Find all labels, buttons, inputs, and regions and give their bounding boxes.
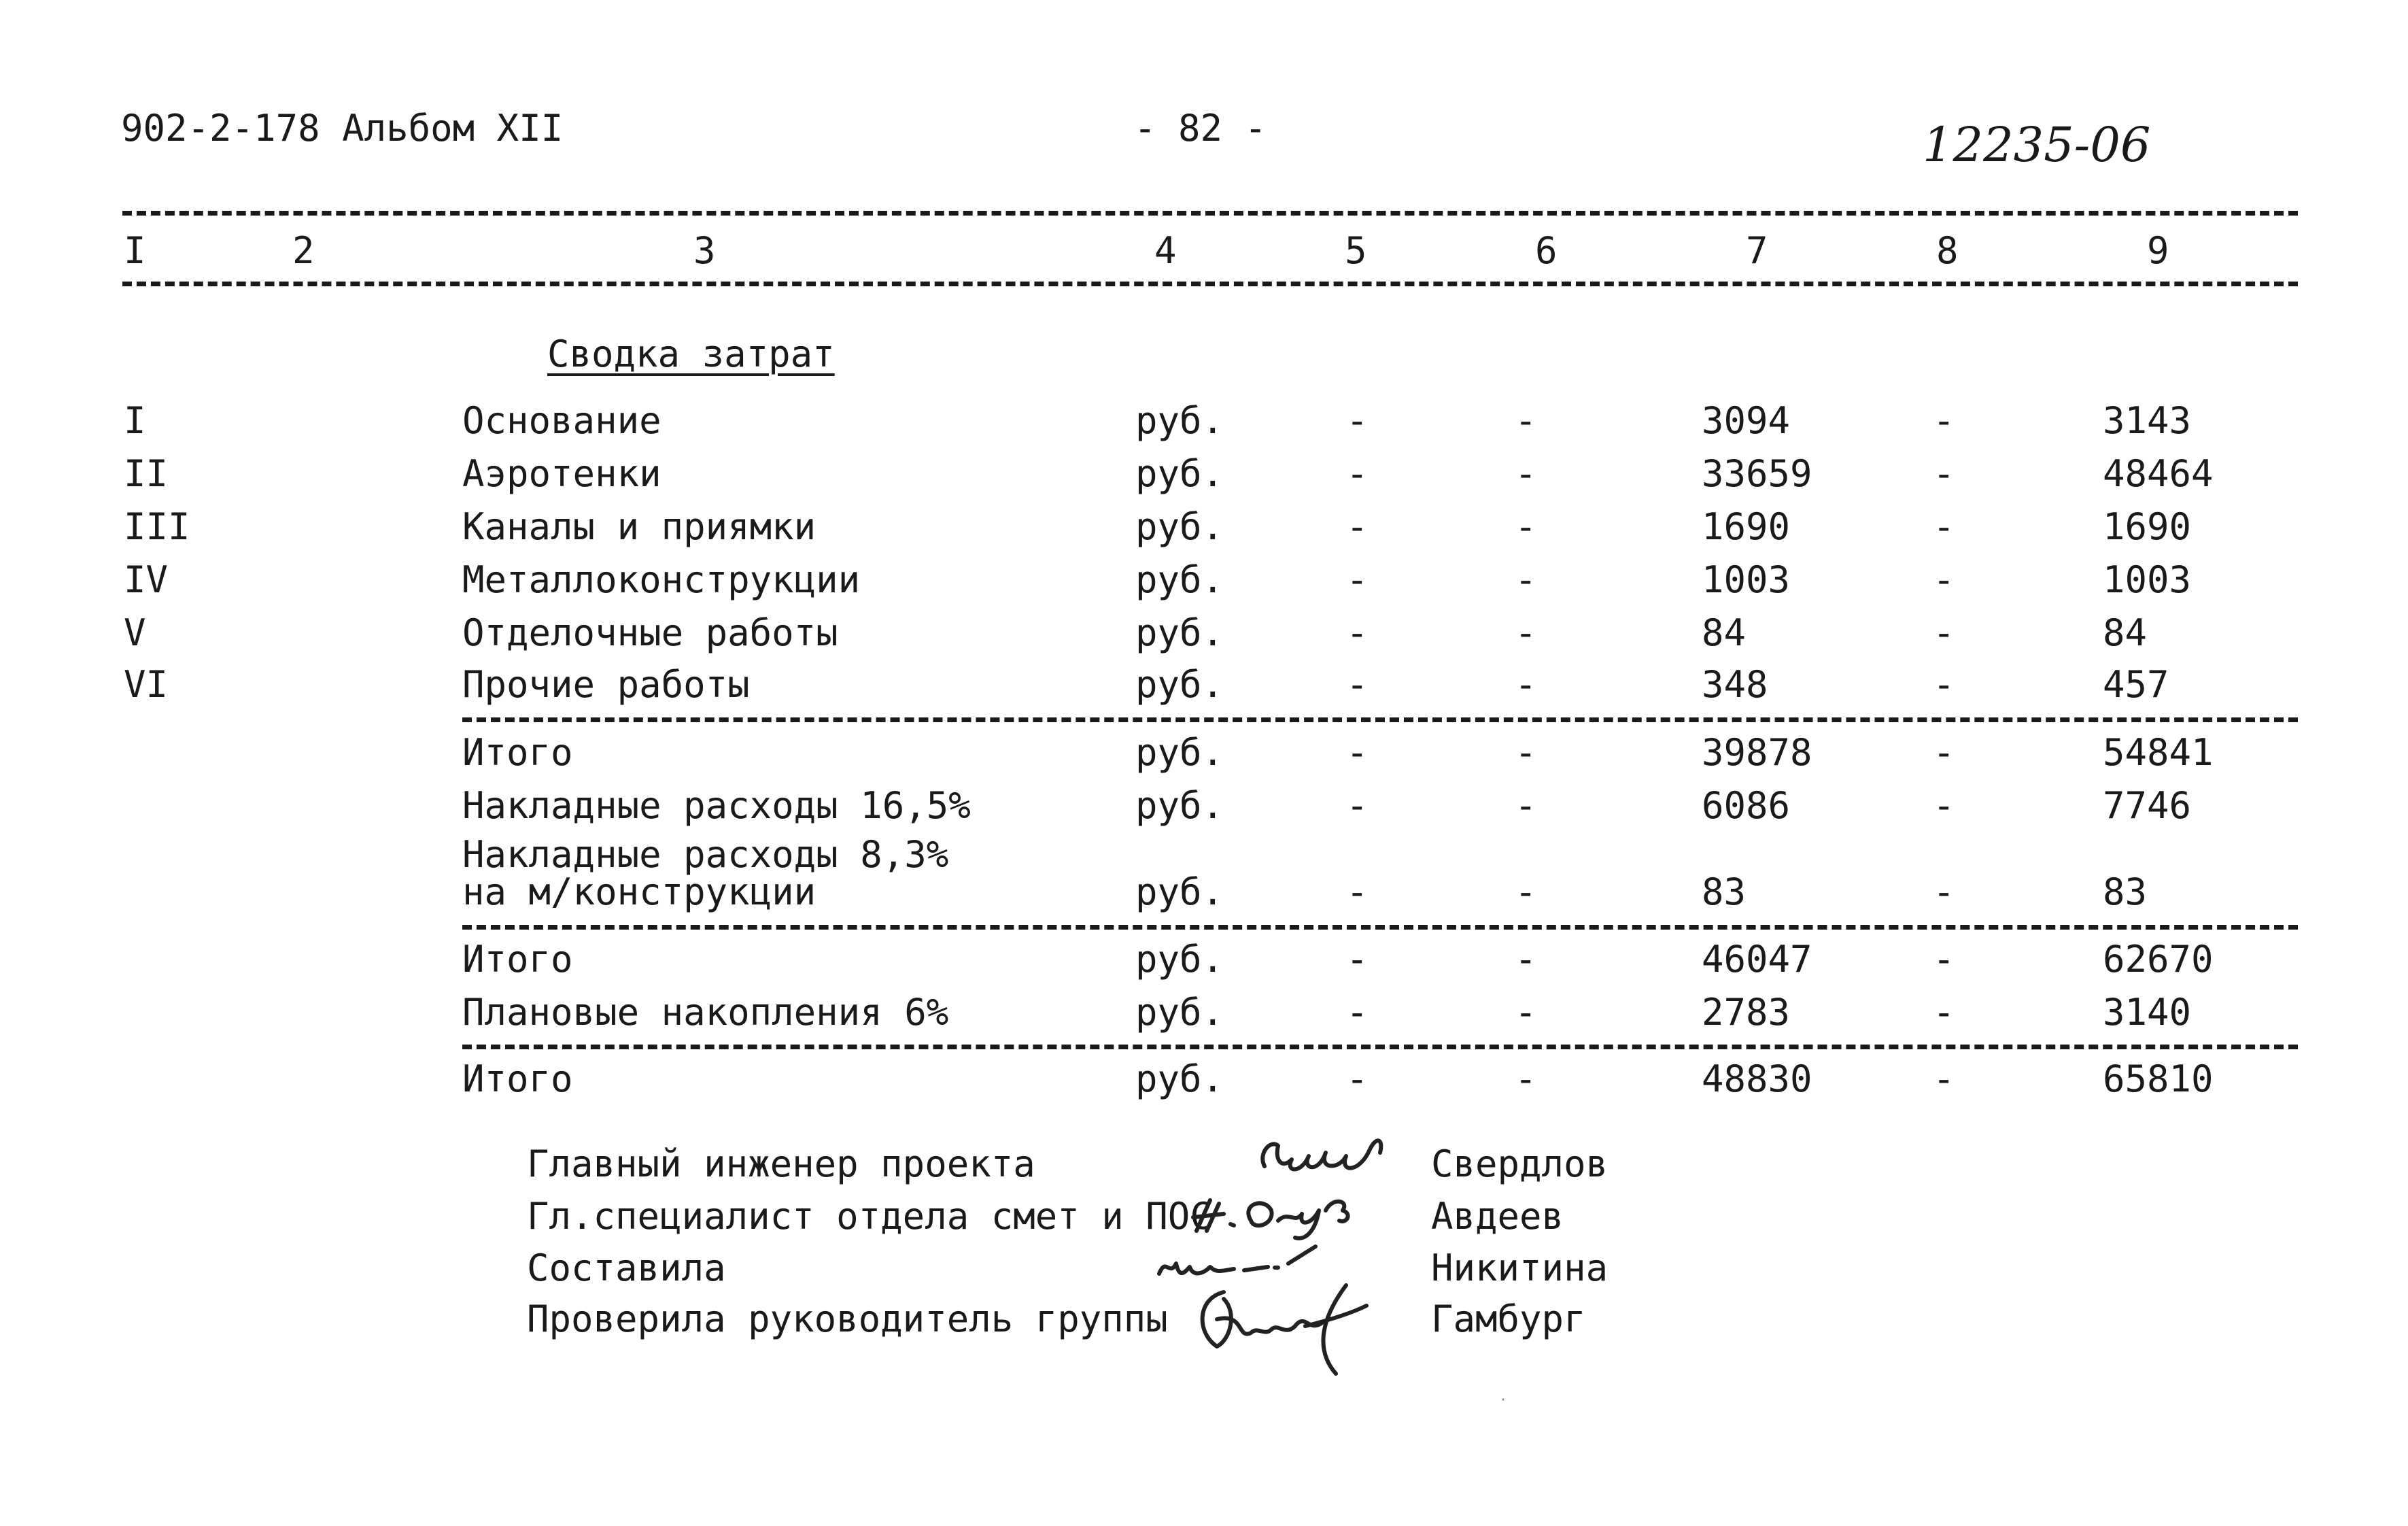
total-unit: руб. [1135, 731, 1224, 774]
signature-role: Гл.специалист отдела смет и ПОС [527, 1195, 1212, 1238]
column-header-2: 2 [292, 229, 315, 272]
row-col5: - [1346, 452, 1369, 495]
total-col8: - [1933, 784, 1955, 827]
row-number: I [124, 399, 146, 442]
total-col6: - [1515, 991, 1537, 1034]
row-number: VI [124, 663, 169, 706]
column-header-6: 6 [1535, 229, 1558, 272]
total-col6: - [1515, 731, 1537, 774]
row-col6: - [1515, 399, 1537, 442]
row-unit: руб. [1135, 452, 1224, 495]
column-header-9: 9 [2147, 229, 2169, 272]
total-col5: - [1346, 1057, 1369, 1100]
total-col9: 7746 [2103, 784, 2192, 827]
total-col6: - [1515, 1057, 1537, 1100]
signature-avdeev [1186, 1183, 1390, 1244]
total-name: Накладные расходы 16,5% [462, 784, 971, 827]
total-col7: 46047 [1702, 938, 1812, 981]
row-col9: 457 [2103, 663, 2169, 706]
row-col7: 3094 [1702, 399, 1791, 442]
total-col8: - [1933, 991, 1955, 1034]
total-unit: руб. [1135, 784, 1224, 827]
scan-speck: · [1499, 1391, 1508, 1408]
row-col9: 3143 [2103, 399, 2192, 442]
document-code: 902-2-178 Альбом XII [121, 107, 564, 150]
total-col7: 48830 [1702, 1057, 1812, 1100]
row-col5: - [1346, 399, 1369, 442]
header-bottom-rule [122, 282, 2298, 286]
total-col5: - [1346, 731, 1369, 774]
column-header-5: 5 [1345, 229, 1367, 272]
row-col8: - [1933, 452, 1955, 495]
row-col6: - [1515, 558, 1537, 601]
total-col6: - [1515, 784, 1537, 827]
signature-sverdlov [1251, 1125, 1394, 1187]
total-col8: - [1933, 870, 1955, 913]
column-header-3: 3 [693, 229, 716, 272]
signatory-name: Гамбург [1431, 1298, 1586, 1340]
page-number: - 82 - [1134, 107, 1267, 150]
row-col8: - [1933, 558, 1955, 601]
row-col8: - [1933, 611, 1955, 654]
row-col7: 84 [1702, 611, 1747, 654]
total-unit: руб. [1135, 1057, 1224, 1100]
row-col5: - [1346, 558, 1369, 601]
total-col6: - [1515, 938, 1537, 981]
row-col6: - [1515, 452, 1537, 495]
row-unit: руб. [1135, 505, 1224, 548]
total-col9: 3140 [2103, 991, 2192, 1034]
row-col5: - [1346, 611, 1369, 654]
row-col8: - [1933, 399, 1955, 442]
row-unit: руб. [1135, 611, 1224, 654]
subtotal-rule [462, 925, 2298, 930]
total-col8: - [1933, 1057, 1955, 1100]
row-number: V [124, 611, 146, 654]
signatory-name: Авдеев [1431, 1195, 1564, 1238]
total-col5: - [1346, 991, 1369, 1034]
total-name: Итого [462, 938, 573, 981]
total-col5: - [1346, 784, 1369, 827]
row-unit: руб. [1135, 663, 1224, 706]
signature-role: Проверила руководитель группы [527, 1298, 1168, 1340]
total-col9: 83 [2103, 870, 2148, 913]
row-unit: руб. [1135, 558, 1224, 601]
row-col9: 1003 [2103, 558, 2192, 601]
row-col5: - [1346, 663, 1369, 706]
subtotal-rule [462, 1045, 2298, 1049]
total-col8: - [1933, 731, 1955, 774]
signatory-name: Никитина [1431, 1247, 1609, 1289]
row-col7: 348 [1702, 663, 1768, 706]
total-col9: 65810 [2103, 1057, 2214, 1100]
signature-role: Главный инженер проекта [527, 1142, 1035, 1185]
row-col7: 33659 [1702, 452, 1812, 495]
row-name: Прочие работы [462, 663, 750, 706]
row-name: Аэротенки [462, 452, 661, 495]
column-header-7: 7 [1746, 229, 1768, 272]
total-unit: руб. [1135, 870, 1224, 913]
row-col6: - [1515, 611, 1537, 654]
signature-gamburg [1176, 1272, 1380, 1380]
row-col9: 48464 [2103, 452, 2214, 495]
total-name: Итого [462, 1057, 573, 1100]
row-col8: - [1933, 505, 1955, 548]
total-name: Итого [462, 731, 573, 774]
handwritten-reference: 12235-06 [1923, 117, 2151, 173]
total-col7: 39878 [1702, 731, 1812, 774]
row-number: III [124, 505, 190, 548]
row-col6: - [1515, 663, 1537, 706]
total-col5: - [1346, 938, 1369, 981]
column-header-8: 8 [1936, 229, 1959, 272]
row-col9: 1690 [2103, 505, 2192, 548]
total-col8: - [1933, 938, 1955, 981]
column-header-4: 4 [1154, 229, 1177, 272]
total-col7: 6086 [1702, 784, 1791, 827]
header-top-rule [122, 211, 2298, 216]
signature-role: Составила [527, 1247, 726, 1289]
column-header-1: I [124, 229, 146, 272]
row-name: Каналы и приямки [462, 505, 816, 548]
row-col6: - [1515, 505, 1537, 548]
total-col9: 54841 [2103, 731, 2214, 774]
row-number: IV [124, 558, 169, 601]
row-number: II [124, 452, 169, 495]
total-col6: - [1515, 870, 1537, 913]
total-name-line2: на м/конструкции [462, 870, 816, 913]
row-col5: - [1346, 505, 1369, 548]
total-col5: - [1346, 870, 1369, 913]
total-col7: 2783 [1702, 991, 1791, 1034]
row-name: Отделочные работы [462, 611, 838, 654]
total-name: Плановые накопления 6% [462, 991, 949, 1034]
section-title: Сводка затрат [547, 333, 835, 375]
row-col7: 1003 [1702, 558, 1791, 601]
total-unit: руб. [1135, 991, 1224, 1034]
subtotal-rule [462, 717, 2298, 722]
row-col7: 1690 [1702, 505, 1791, 548]
total-name: Накладные расходы 8,3% [462, 833, 949, 876]
row-col8: - [1933, 663, 1955, 706]
row-name: Металлоконструкции [462, 558, 861, 601]
total-col7: 83 [1702, 870, 1747, 913]
row-name: Основание [462, 399, 661, 442]
total-col9: 62670 [2103, 938, 2214, 981]
row-unit: руб. [1135, 399, 1224, 442]
signatory-name: Свердлов [1431, 1142, 1609, 1185]
row-col9: 84 [2103, 611, 2148, 654]
total-unit: руб. [1135, 938, 1224, 981]
